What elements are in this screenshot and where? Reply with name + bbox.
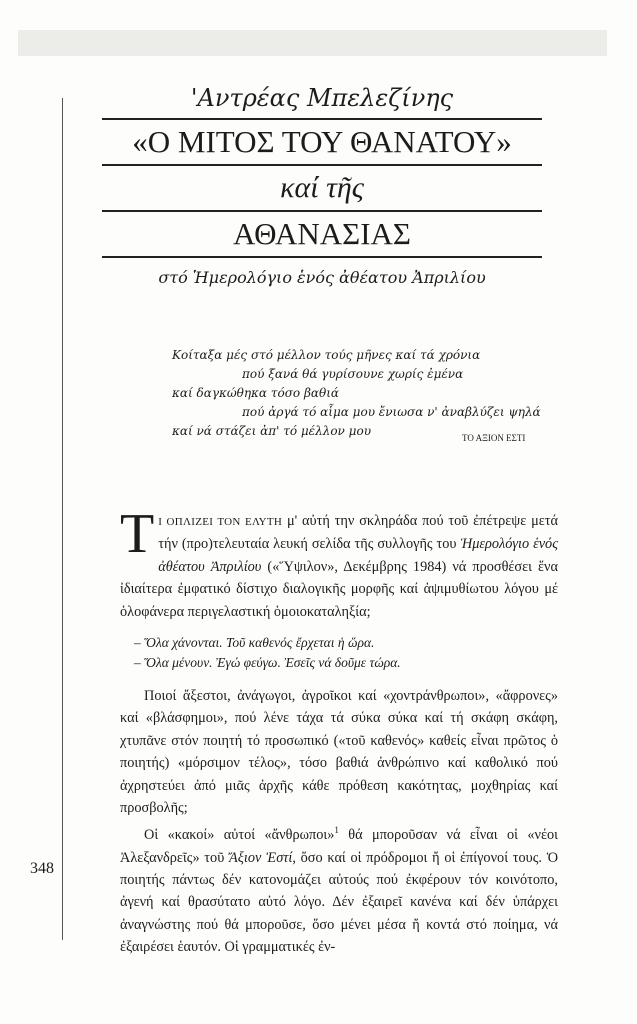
- paragraph-1-text: μ' αὐτή την σκληράδα πού τοῦ ἐπέτρεψε μετά τήν (προ)τελευταία λευκή σελίδα τῆς συλλογῆς του: [158, 513, 558, 553]
- epigraph: [172, 346, 572, 441]
- article-header: [92, 78, 552, 287]
- subtitle: στό Ἡμερολόγιο ἑνός ἀθέατου Ἀπριλίου: [158, 268, 486, 287]
- paragraph-3-text: , ὅσο καί οἱ πρόδρομοι ἤ οἱ ἐπίγονοί τους. Ὁ ποιητής πάντως δέν κατονομάζει αὐτούς πού ἐκφέρουν τόν κοινότοπο, ἀγενή καί θρασύτατο αὐτό λόγο. Δέν ἐξαιρεῖ κανένα καί δέν ὑπάρχει ἀναγνώστης πού θά μποροῦσε, ὅσο μένει μέσα ἤ κοντά στό ποίημα, νά ἐξαιρέσει ἑαυτόν. Οἱ γραμματικές ἐν-: [120, 849, 558, 956]
- epigraph-line: καί νά στάζει ἀπ' τό μέλλον μου: [172, 424, 371, 438]
- article-body: [120, 503, 559, 959]
- opening-smallcaps: Ι ΟΠΛΙΖΕΙ ΤΟΝ ΕΛΥΤΗ: [158, 516, 283, 528]
- scan-top-band: [18, 30, 607, 56]
- paragraph-3-text: θά μποροῦσαν νά εἶναι οἱ «νέοι Ἀλεξανδρεῖς» τοῦ: [120, 827, 558, 866]
- book-title: Ἄξιον Ἐστί: [229, 849, 293, 866]
- book-title: Ἡμερολόγιο ἑνός ἀθέατου Ἀπριλίου: [158, 536, 559, 575]
- paragraph-1-text: («Ὕψιλον», Δεκέμβρης 1984) νά προσθέσει ἕνα ἰδιαίτερα ἐμφατικό δίστιχο διαλογικῆς μορφῆς καί ἀψιμυθίωτου λόγου μέ ὁλοφάνερα περιγελαστική ὁμοιοκαταληξία;: [120, 558, 558, 620]
- title-line-1: «Ο ΜΙΤΟΣ ΤΟΥ ΘΑΝΑΤΟΥ»: [102, 118, 542, 166]
- page-number: 348: [30, 860, 54, 877]
- epigraph-line: πού ξανά θά γυρίσουνε χωρίς ἐμένα: [242, 367, 464, 381]
- paragraph-3-text: Οἱ «κακοί» αὐτοί «ἄνθρωποι»: [144, 827, 335, 844]
- author-name: 'Αντρέας Μπελεζίνης: [190, 84, 454, 112]
- paragraph-2: Ποιοί ἄξεστοι, ἀνάγωγοι, ἀγροῖκοι καί «χοντράνθρωποι», «ἄφρονες» καί «βλάσφημοι», πού λένε τάχα τά σύκα σύκα καί τή σκάφη σκάφη, χτυπᾶνε στόν ποιητή τό προσωπικό («τοῦ καθενός» καθείς εἶναι πρῶτος ὁ ποιητής) «μόρσιμον τέλος», τόσο βαθιά ἀνθρώπινο καί καθολικό πού ἀχρηστεύει ἀπό μιᾶς ἀρχῆς κάθε πρόθεση κακότητας, μοχθηρίας καί προσβολῆς;: [120, 688, 558, 817]
- couplet-line-1: – Ὅλα χάνονται. Τοῦ καθενός ἔρχεται ἡ ὥρα.: [134, 635, 375, 651]
- title-line-2: καί τῆς: [102, 166, 542, 212]
- paragraph-1: [120, 503, 559, 623]
- drop-cap: Τ: [120, 503, 155, 565]
- margin-rule: [62, 98, 63, 940]
- couplet-line-2: – Ὅλα μένουν. Ἐγώ φεύγω. Ἐσεῖς νά δοῦμε τώρα.: [134, 655, 401, 671]
- footnote-marker: 1: [334, 825, 339, 836]
- epigraph-line: Κοίταξα μές στό μέλλον τούς μῆνες καί τά χρόνια: [172, 348, 481, 362]
- title-block: [102, 118, 542, 258]
- paragraph-3: [120, 819, 558, 958]
- couplet: [134, 633, 558, 673]
- title-line-3: ΑΘΑΝΑΣΙΑΣ: [102, 212, 542, 258]
- epigraph-line: καί δαγκώθηκα τόσο βαθιά: [172, 386, 340, 400]
- epigraph-line: πού ἀργά τό αἷμα μου ἔνιωσα ν' ἀναβλύζει ψηλά: [242, 405, 541, 419]
- epigraph-source: ΤΟ ΑΞΙΟΝ ΕΣΤΙ: [462, 433, 526, 443]
